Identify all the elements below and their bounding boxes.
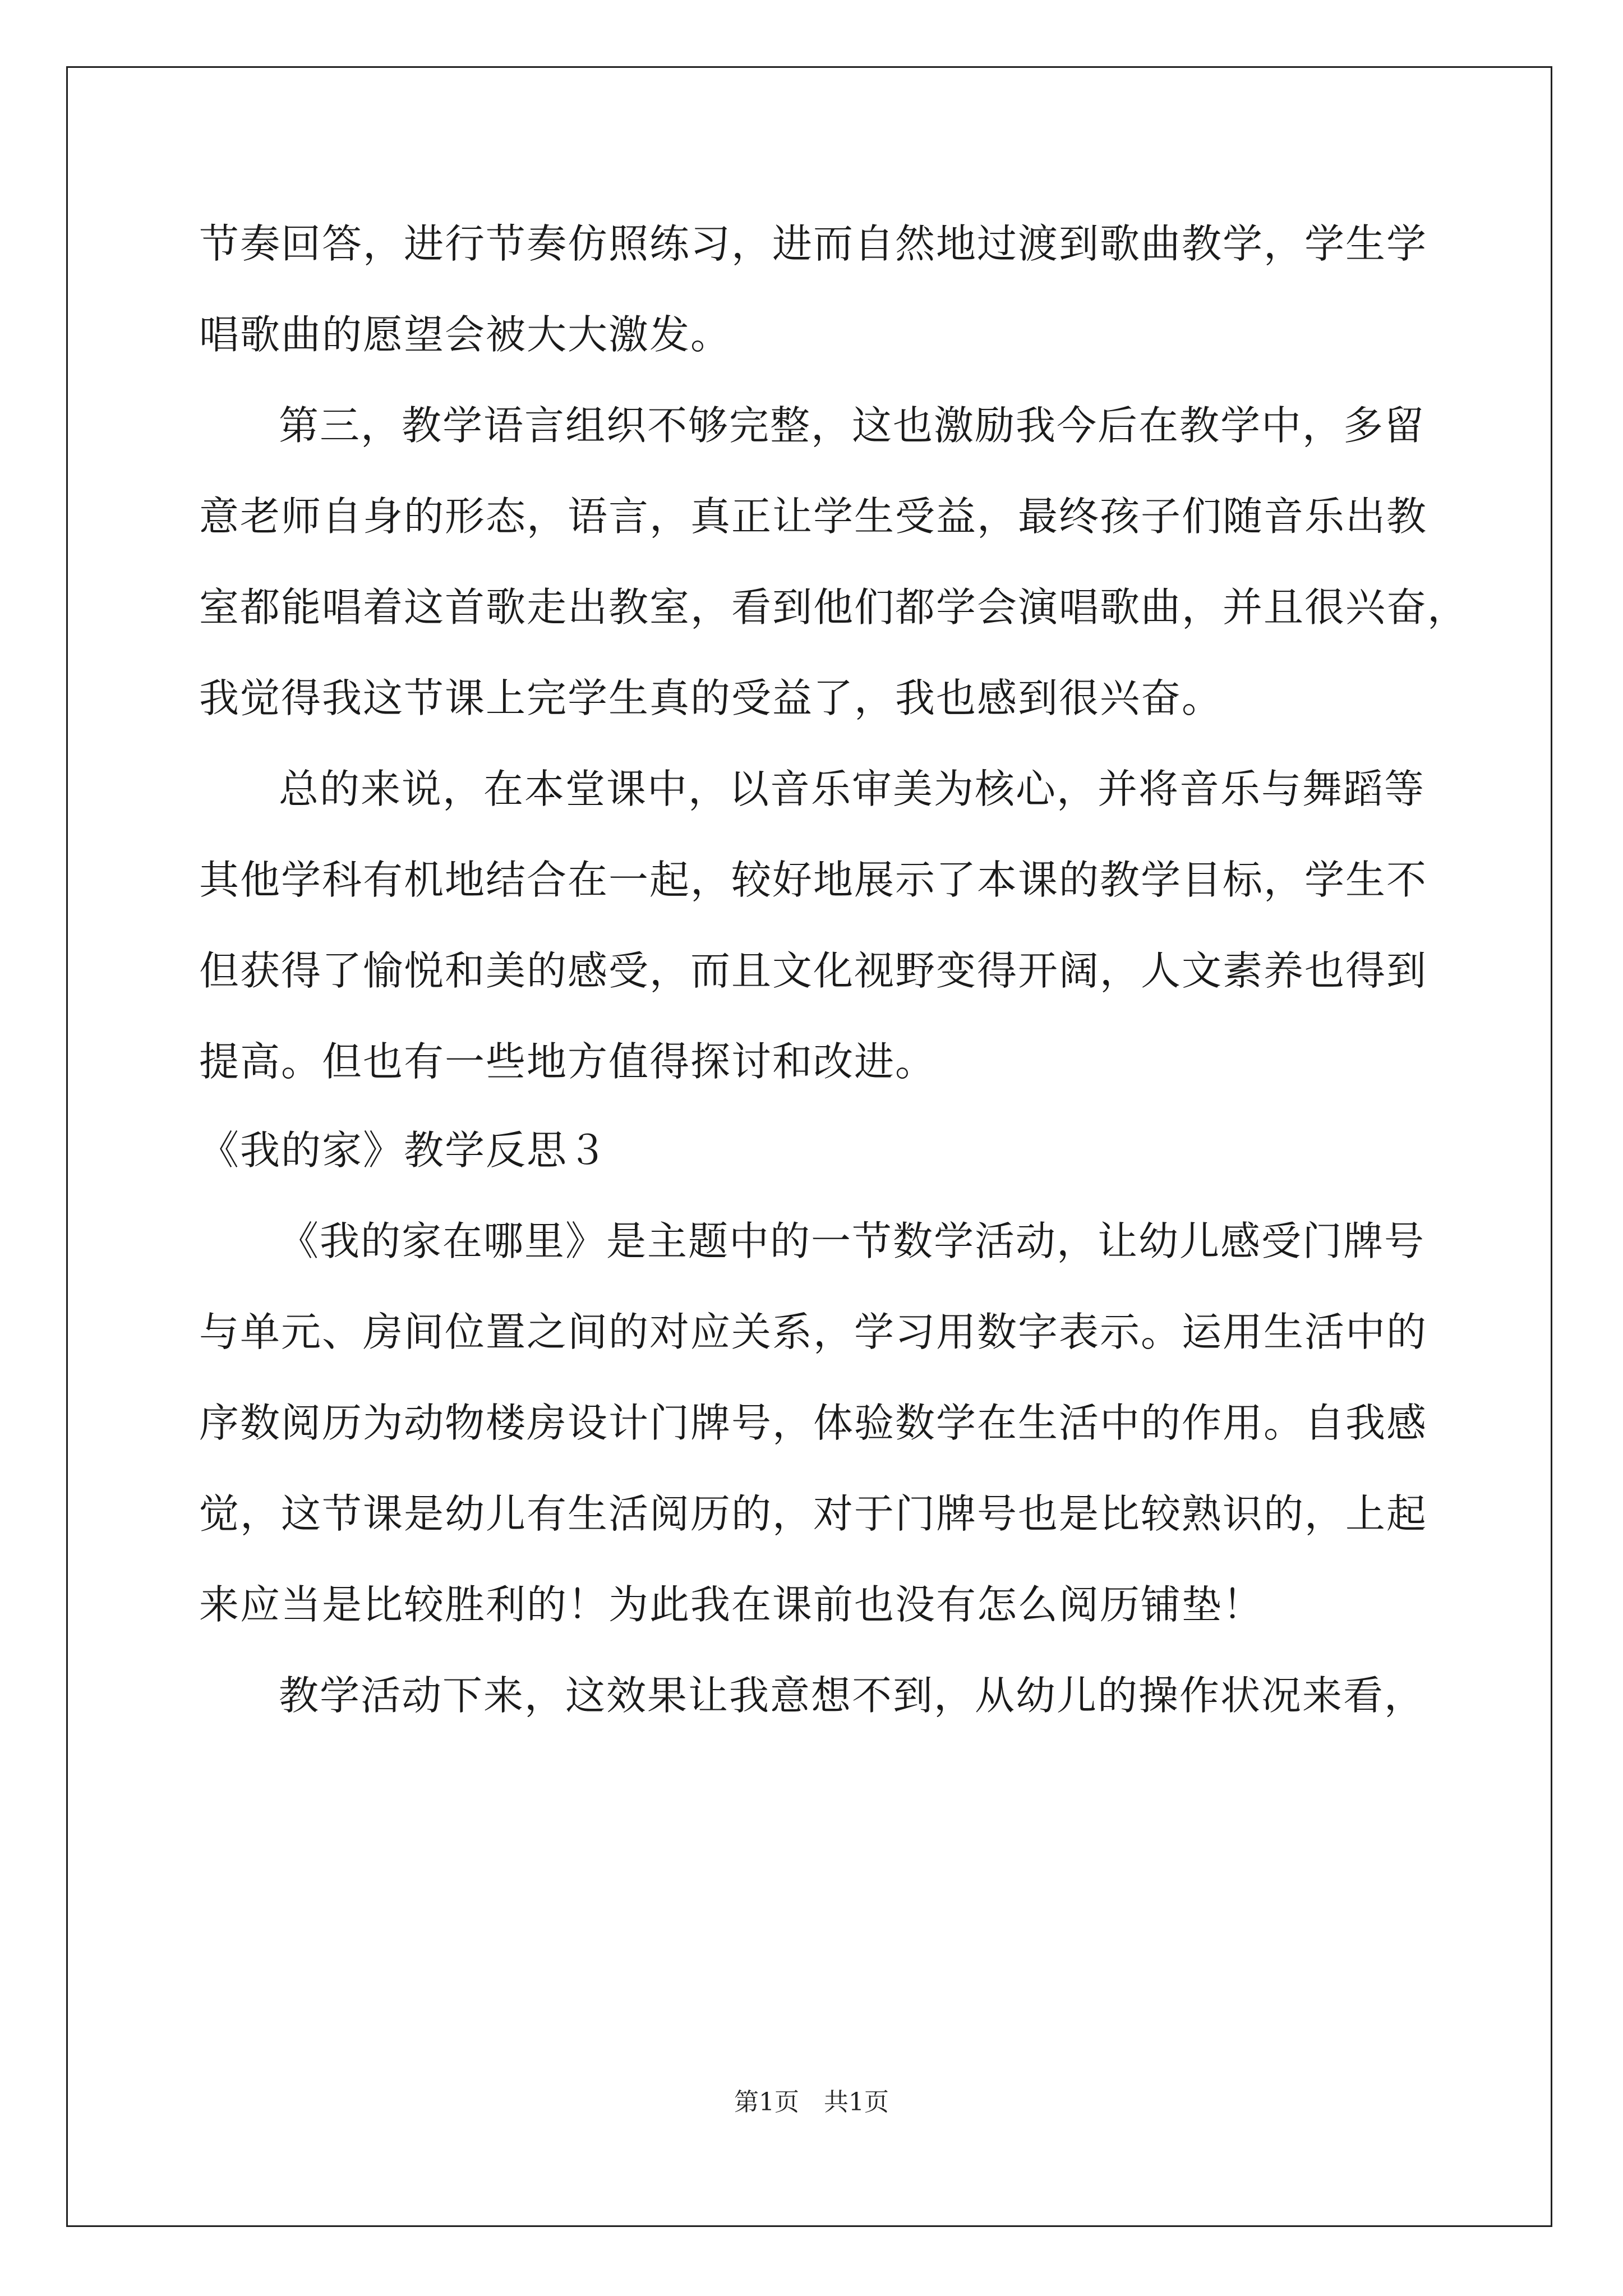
paragraph-line: 节奏回答，进行节奏仿照练习，进而自然地过渡到歌曲教学，学生学 <box>199 220 1428 267</box>
paragraph-line: 其他学科有机地结合在一起，较好地展示了本课的教学目标，学生不 <box>199 857 1428 903</box>
paragraph-line: 《我的家在哪里》是主题中的一节数学活动，让幼儿感受门牌号 <box>279 1218 1426 1264</box>
paragraph-line: 我觉得我这节课上完学生真的受益了，我也感到很兴奋。 <box>199 675 1223 721</box>
paragraph-line: 总的来说，在本堂课中，以音乐审美为核心，并将音乐与舞蹈等 <box>279 766 1426 812</box>
paragraph-line: 提高。但也有一些地方值得探讨和改进。 <box>199 1038 937 1085</box>
paragraph-line: 意老师自身的形态，语言，真正让学生受益，最终孩子们随音乐出教 <box>199 493 1428 540</box>
paragraph-line: 序数阅历为动物楼房设计门牌号，体验数学在生活中的作用。自我感 <box>199 1400 1428 1446</box>
paragraph-line: 但获得了愉悦和美的感受，而且文化视野变得开阔，人文素养也得到 <box>199 947 1428 994</box>
section-heading: 《我的家》教学反思３ <box>199 1127 609 1174</box>
paragraph-line: 觉，这节课是幼儿有生活阅历的，对于门牌号也是比较熟识的，上起 <box>199 1490 1428 1537</box>
paragraph-line: 来应当是比较胜利的！为此我在课前也没有怎么阅历铺垫！ <box>199 1581 1264 1628</box>
paragraph-line: 第三，教学语言组织不够完整，这也激励我今后在教学中，多留 <box>279 402 1426 449</box>
paragraph-line: 教学活动下来，这效果让我意想不到，从幼儿的操作状况来看， <box>279 1672 1426 1719</box>
paragraph-line: 与单元、房间位置之间的对应关系，学习用数字表示。运用生活中的 <box>199 1309 1428 1355</box>
paragraph-line: 唱歌曲的愿望会被大大激发。 <box>199 311 732 358</box>
paragraph-line: 室都能唱着这首歌走出教室，看到他们都学会演唱歌曲，并且很兴奋， <box>199 584 1469 631</box>
page-number-footer: 第1页 共1页 <box>734 2088 889 2116</box>
